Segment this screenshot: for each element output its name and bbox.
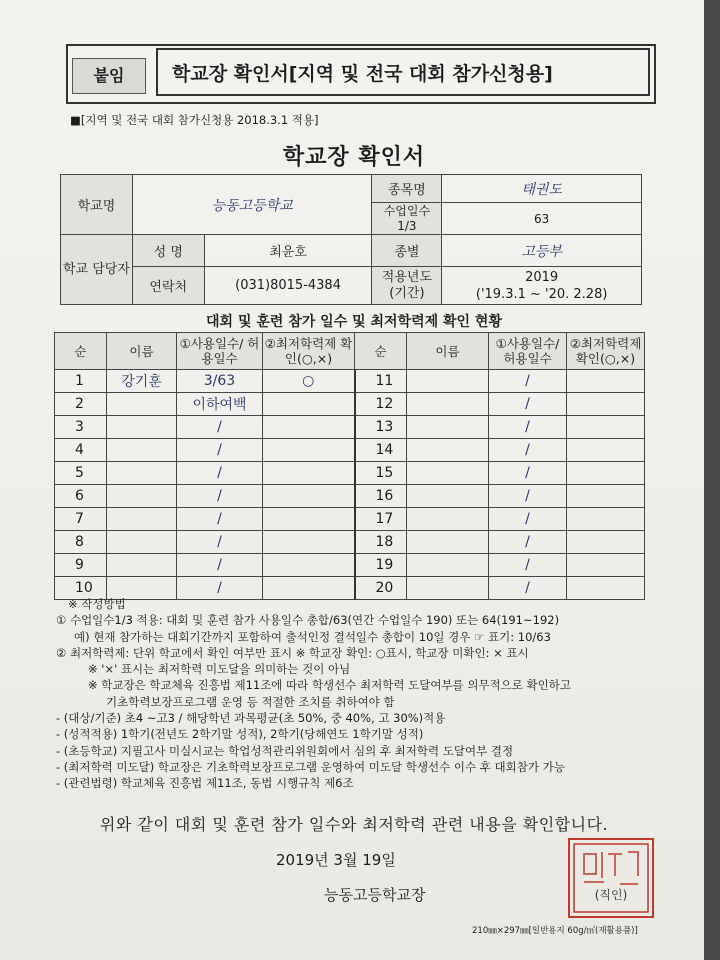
row-name [107,462,177,485]
table-row [55,508,645,531]
year-label: 적용년도 (기간) [372,267,442,305]
attachment-badge: 붙임 [72,58,146,94]
row-days: 3/63 [177,370,263,393]
row-number: 12 [355,393,407,416]
info-table [60,174,642,305]
row-number: 4 [55,439,107,462]
note-line: - (성적적용) 1학기(전년도 2학기말 성적), 2학기(당해연도 1학기말 성적) [56,727,424,742]
row-name [407,416,489,439]
row-days: / [177,554,263,577]
paper-spec: 210㎜×297㎜[일반용지 60g/㎡(재활용품)] [472,926,638,936]
table-row [55,393,645,416]
col-no: 순 [55,333,107,370]
note-line: - (대상/기준) 초4 ~고3 / 해당학년 과목평균(초 50%, 중 40%, 고 30%)적용 [56,711,446,726]
row-check [567,531,645,554]
row-number: 14 [355,439,407,462]
row-name [407,531,489,554]
row-check [567,508,645,531]
row-check [263,439,355,462]
row-days: / [489,439,567,462]
row-name [107,508,177,531]
event-value: 태권도 [442,175,642,203]
row-check [567,393,645,416]
row-number: 13 [355,416,407,439]
table-row [55,370,645,393]
period-value: ('19.3.1 ~ '20. 2.28) [475,286,608,302]
row-name [407,485,489,508]
table-row [55,531,645,554]
days-value: 63 [442,203,642,235]
row-check [263,393,355,416]
row-days: / [489,508,567,531]
row-check [263,508,355,531]
row-number: 2 [55,393,107,416]
row-check [567,416,645,439]
name-label: 성 명 [132,235,204,267]
table-row [55,416,645,439]
row-days: / [489,485,567,508]
row-days: / [177,462,263,485]
event-label: 종목명 [372,175,442,203]
row-number: 8 [55,531,107,554]
row-name [107,439,177,462]
principal-name: 능동고등학교장 [324,886,426,904]
row-days: / [489,416,567,439]
days-label: 수업일수 1/3 [372,203,442,235]
seal-label: (직인) [594,888,628,902]
confirmation-statement: 위와 같이 대회 및 훈련 참가 일수와 최저학력 관련 내용을 확인합니다. [99,815,609,834]
row-days: / [489,462,567,485]
col-name: 이름 [107,333,177,370]
row-check [263,416,355,439]
row-check [567,485,645,508]
row-days: / [489,554,567,577]
document-title: 학교장 확인서 [282,145,426,170]
row-number: 17 [355,508,407,531]
row-name: 강기훈 [107,370,177,393]
row-days: / [177,508,263,531]
note-line: ① 수업일수1/3 적용: 대회 및 훈련 참가 사용일수 총합/63(연간 수업일수 190) 또는 64(191~192) [56,613,560,628]
header-title: 학교장 확인서[지역 및 전국 대회 참가신청용] [156,48,650,96]
row-number: 9 [55,554,107,577]
row-name [407,370,489,393]
row-check [567,439,645,462]
official-seal [568,838,654,918]
row-name [107,554,177,577]
row-number: 20 [355,577,407,600]
row-number: 1 [55,370,107,393]
note-line: - (최저학력 미도달) 학교장은 기초학력보장프로그램 운영하여 미도달 학생선수 이수 후 대회참가 가능 [56,759,565,774]
school-value: 능동고등학교 [132,175,372,235]
issue-date: 2019년 3월 19일 [276,851,396,869]
row-number: 6 [55,485,107,508]
row-number: 10 [55,577,107,600]
instructions [56,596,696,792]
row-check [263,485,355,508]
row-name [107,485,177,508]
row-check [567,370,645,393]
note-line: 예) 현재 참가하는 대회기간까지 포함하여 출석인정 결석일수 총합이 10일 경우 ☞ 표기: 10/63 [74,629,551,644]
division-value: 고등부 [442,235,642,267]
row-number: 7 [55,508,107,531]
row-number: 19 [355,554,407,577]
row-number: 3 [55,416,107,439]
division-label: 종별 [372,235,442,267]
row-name [107,416,177,439]
row-number: 15 [355,462,407,485]
manager-label: 학교 담당자 [61,235,133,305]
applicable-note: ■[지역 및 전국 대회 참가신청용 2018.3.1 적용] [70,113,319,127]
note-line: - (초등학교) 지필고사 미실시교는 학업성적관리위원회에서 심의 후 최저학력 도달여부 결정 [56,743,514,758]
row-number: 18 [355,531,407,554]
col-check: ②최저학력제 확인(○,×) [567,333,645,370]
note-line: ※ 학교장은 학교체육 진흥법 제11조에 따라 학생선수 최저학력 도달여부를 의무적으로 확인하고 [88,678,571,693]
status-table-title: 대회 및 훈련 참가 일수 및 최저학력제 확인 현황 [206,314,502,330]
note-line: ② 최저학력제: 단위 학교에서 확인 여부만 표시 ※ 학교장 확인: ○표시, 학교장 미확인: × 표시 [56,645,529,660]
col-days: ①사용일수/ 허용일수 [489,333,567,370]
row-check [567,554,645,577]
table-row [55,554,645,577]
note-line: - (관련법령) 학교체육 진흥법 제11조, 동법 시행규칙 제6조 [56,776,354,791]
row-check [263,531,355,554]
seal-stamp-icon [570,840,652,916]
row-name [407,439,489,462]
year-value: 2019 [525,269,559,285]
status-table [54,332,645,600]
row-number: 11 [355,370,407,393]
note-line: 기초학력보장프로그램 운영 등 적절한 조치를 취하여야 함 [106,694,395,709]
row-name [407,508,489,531]
row-days: / [177,531,263,554]
row-days: / [489,577,567,600]
row-check [263,462,355,485]
table-row [55,485,645,508]
row-name [407,393,489,416]
row-check [567,462,645,485]
row-days: / [177,577,263,600]
row-days: / [489,393,567,416]
row-name [107,531,177,554]
row-days: / [177,416,263,439]
year-cell [442,267,642,305]
contact-label: 연락처 [132,267,204,305]
row-days: / [177,485,263,508]
table-row [55,439,645,462]
row-days: / [489,531,567,554]
row-days: / [177,439,263,462]
note-line: ※ '×' 표시는 최저학력 미도달을 의미하는 것이 아님 [88,662,351,677]
col-no: 순 [355,333,407,370]
row-name [407,554,489,577]
status-table-body [55,370,645,600]
col-name: 이름 [407,333,489,370]
note-line: ※ 작성방법 [68,597,126,611]
row-check [263,554,355,577]
row-number: 16 [355,485,407,508]
contact-value: (031)8015-4384 [204,267,372,305]
school-label: 학교명 [61,175,133,235]
table-row [55,462,645,485]
row-days: 이하여백 [177,393,263,416]
row-name [107,393,177,416]
name-value: 최윤호 [204,235,372,267]
row-days: / [489,370,567,393]
col-check: ②최저학력제 확인(○,×) [263,333,355,370]
row-name [407,462,489,485]
col-days: ①사용일수/ 허용일수 [177,333,263,370]
row-number: 5 [55,462,107,485]
row-check: ○ [263,370,355,393]
